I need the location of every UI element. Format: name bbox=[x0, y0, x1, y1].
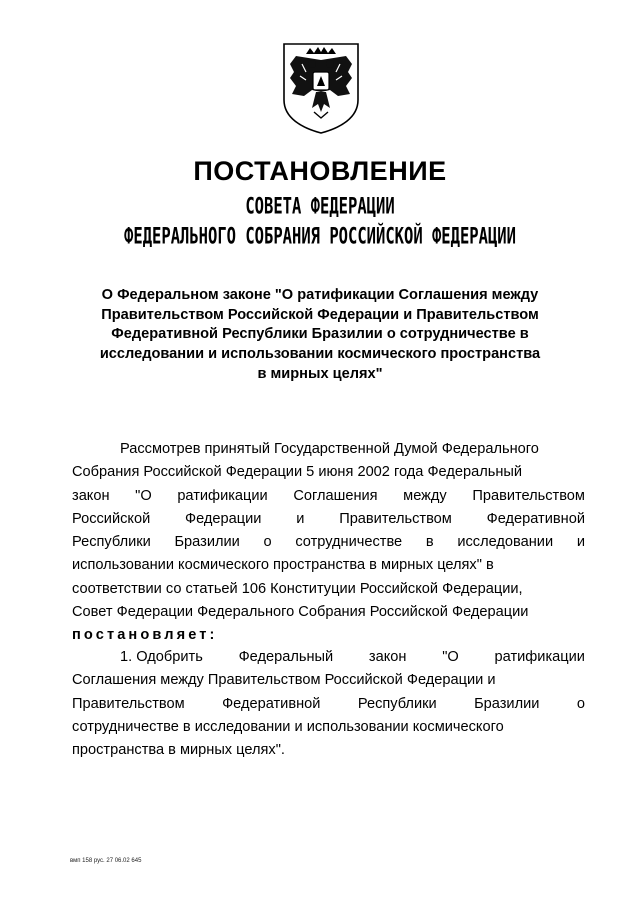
law-heading-line: в мирных целях" bbox=[257, 365, 383, 382]
paragraph-line: Рассмотрев принятый Государственной Думой Федерального bbox=[120, 441, 539, 457]
paragraph-line: пространства в мирных целях". bbox=[72, 742, 285, 759]
word: Федеральный bbox=[238, 649, 334, 665]
law-heading-line: исследовании и использовании космического пространства bbox=[99, 346, 541, 363]
word: 1. Одобрить bbox=[120, 649, 203, 665]
paragraph-consideration bbox=[72, 438, 585, 648]
word: в bbox=[425, 534, 434, 551]
paragraph-line bbox=[72, 485, 585, 508]
word: исследовании bbox=[457, 534, 554, 551]
law-heading-line: О Федеральном законе "О ратификации Соглашения между bbox=[101, 287, 539, 303]
word: закон bbox=[72, 487, 110, 504]
word: Российской bbox=[72, 510, 151, 527]
law-heading bbox=[70, 286, 570, 385]
document-subtitle-council: СОВЕТА ФЕДЕРАЦИИ bbox=[245, 193, 395, 220]
word: Бразилии bbox=[174, 534, 240, 551]
paragraph-line: соответствии со статьей 106 Конституции Российской Федерации, bbox=[72, 580, 523, 597]
word: Федерации bbox=[185, 510, 262, 527]
word: Правительством bbox=[339, 510, 452, 527]
paragraph-line: использовании космического пространства в мирных целях" в bbox=[72, 557, 494, 574]
paragraph-approval bbox=[72, 646, 585, 762]
word: Федеративной bbox=[222, 695, 321, 712]
word: и bbox=[296, 510, 305, 527]
word: Республики bbox=[357, 695, 437, 712]
paragraph-line: Совет Федерации Федерального Собрания Российской Федерации bbox=[72, 604, 529, 621]
coat-of-arms-emblem bbox=[276, 42, 366, 134]
word: Республики bbox=[72, 534, 151, 551]
coat-of-arms-icon bbox=[276, 42, 366, 134]
word: "О bbox=[135, 487, 152, 504]
word: Соглашения bbox=[293, 487, 378, 504]
paragraph-line: Соглашения между Правительством Российской Федерации и bbox=[72, 672, 496, 689]
paragraph-line: сотрудничестве в исследовании и использовании космического bbox=[72, 718, 504, 735]
paragraph-line: Собрания Российской Федерации 5 июня 2002 года Федеральный bbox=[72, 464, 523, 481]
paragraph-line bbox=[72, 646, 585, 669]
word: ратификации bbox=[177, 487, 268, 504]
document-footer-code: вмп 158 рус. 27 06.02 645 bbox=[70, 858, 142, 864]
word: сотрудничестве bbox=[295, 534, 403, 551]
paragraph-line bbox=[72, 508, 585, 531]
word: Федеративной bbox=[486, 510, 585, 527]
word: Правительством bbox=[72, 695, 185, 712]
document-subtitle-assembly: ФЕДЕРАЛЬНОГО СОБРАНИЯ РОССИЙСКОЙ ФЕДЕРАЦИИ bbox=[124, 223, 516, 250]
word: о bbox=[576, 695, 585, 712]
word: Правительством bbox=[472, 487, 585, 504]
paragraph-line bbox=[72, 531, 585, 554]
law-heading-line: Правительством Российской Федерации и Правительством bbox=[101, 306, 539, 323]
document-title: ПОСТАНОВЛЕНИЕ bbox=[193, 156, 447, 186]
word: "О bbox=[442, 649, 459, 665]
resolution-keyword: постановляет: bbox=[72, 627, 218, 644]
word: закон bbox=[368, 649, 407, 665]
word: ратификации bbox=[494, 649, 585, 665]
word: Бразилии bbox=[474, 695, 540, 712]
paragraph-line bbox=[72, 693, 585, 716]
word: и bbox=[576, 534, 585, 551]
word: о bbox=[263, 534, 272, 551]
law-heading-line: Федеративной Республики Бразилии о сотрудничестве в bbox=[111, 326, 529, 343]
word: между bbox=[403, 487, 447, 504]
